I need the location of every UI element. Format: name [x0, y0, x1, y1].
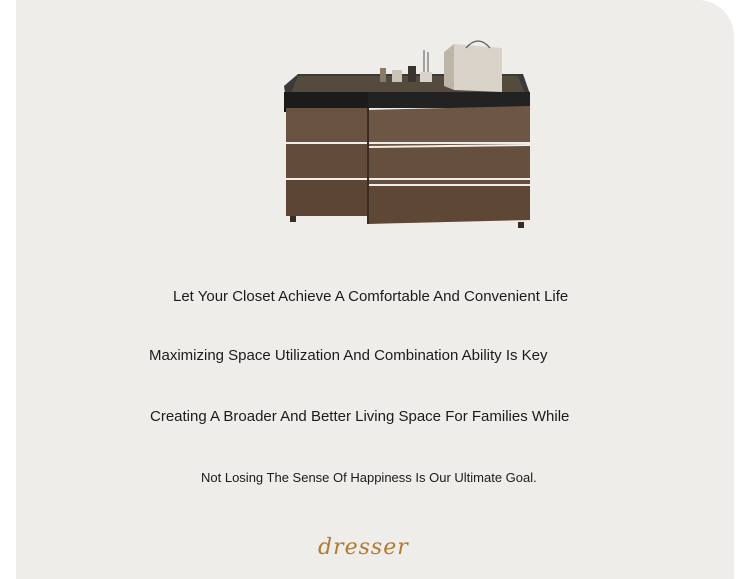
slogan-line-1: Let Your Closet Achieve A Comfortable And Convenient Life — [173, 288, 569, 305]
product-panel — [16, 0, 734, 579]
slogan-line-4: Not Losing The Sense Of Happiness Is Our Ultimate Goal. — [201, 470, 537, 485]
logo-wordmark: dresser — [318, 535, 409, 560]
dresser-product-image — [268, 40, 538, 250]
slogan-line-2: Maximizing Space Utilization And Combination Ability Is Key — [149, 347, 548, 364]
dresser-logo — [316, 528, 434, 564]
slogan-line-3: Creating A Broader And Better Living Space For Families While — [150, 408, 570, 425]
